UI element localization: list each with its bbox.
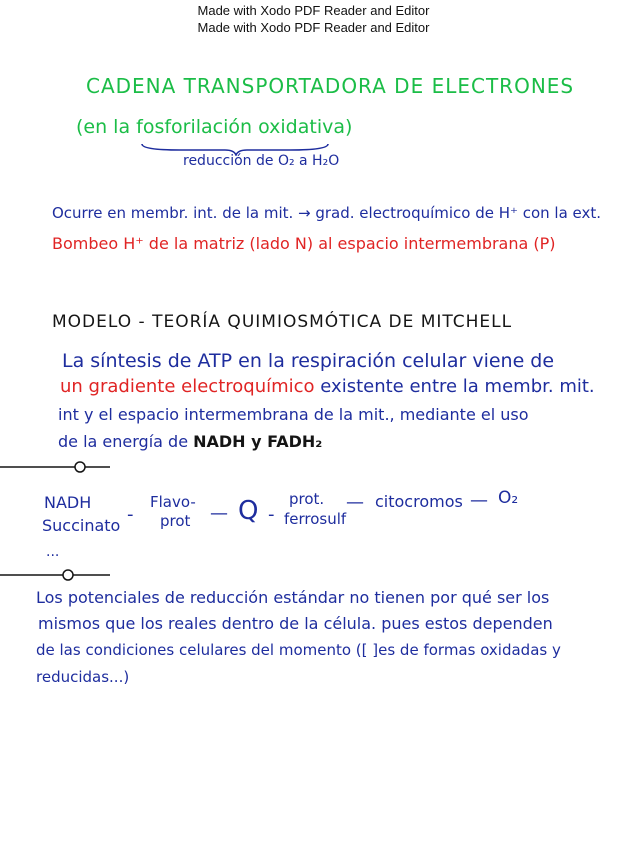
potentials-line-2: mismos que los reales dentro de la célula. pues estos dependen [38, 614, 553, 633]
chain-citocromos: citocromos [375, 492, 463, 511]
potentials-line-1: Los potenciales de reducción estándar no tienen por qué ser los [36, 588, 550, 607]
model-paragraph-line-3: int y el espacio intermembrana de la mit., mediante el uso [58, 405, 529, 424]
chain-flavo-2: prot [160, 512, 191, 530]
chain-prot-1: prot. [289, 490, 325, 508]
model-line-4-text: de la energía de [58, 432, 194, 451]
chain-prot-2: ferrosulf [284, 510, 347, 528]
model-highlight-text: un gradiente electroquímico [60, 376, 315, 397]
watermark-line-1: Made with Xodo PDF Reader and Editor [197, 3, 430, 18]
location-line-1: Ocurre en membr. int. de la mit. → grad. electroquímico de H⁺ con la ext. [52, 204, 602, 222]
chain-dots: ... [46, 544, 60, 560]
model-line-4-molecules: NADH y FADH₂ [193, 432, 323, 451]
chain-o2: O₂ [498, 488, 519, 508]
chain-succinato: Succinato [42, 516, 121, 535]
chain-nadh: NADH [44, 493, 92, 512]
subtitle-note: reducción de O₂ a H₂O [183, 153, 340, 169]
chain-dash-5: — [470, 490, 488, 511]
chain-q: Q [238, 496, 259, 526]
page-title: CADENA TRANSPORTADORA DE ELECTRONES [86, 74, 575, 98]
chain-dash-3: - [268, 504, 275, 525]
potentials-line-4: reducidas...) [36, 668, 130, 686]
model-heading: MODELO - TEORÍA QUIMIOSMÓTICA DE MITCHELL [52, 312, 513, 332]
location-line-2: Bombeo H⁺ de la matriz (lado N) al espacio intermembrana (P) [52, 234, 556, 253]
model-paragraph-line-1: La síntesis de ATP en la respiración celular viene de [62, 350, 555, 372]
chain-dash-1: - [127, 504, 134, 525]
model-line-2-rest: existente entre la membr. mit. [314, 376, 595, 397]
watermark-line-2: Made with Xodo PDF Reader and Editor [197, 20, 430, 35]
model-paragraph-line-4 [58, 432, 322, 451]
chain-flavo-1: Flavo- [150, 493, 196, 511]
potentials-line-3: de las condiciones celulares del momento ([ ]es de formas oxidadas y [36, 641, 561, 659]
divider-top [0, 459, 120, 475]
model-paragraph-line-2 [60, 376, 595, 397]
page-subtitle: (en la fosforilación oxidativa) [76, 116, 353, 138]
chain-dash-2: — [210, 503, 228, 524]
divider-bottom [0, 567, 120, 583]
chain-dash-4: — [346, 492, 364, 513]
